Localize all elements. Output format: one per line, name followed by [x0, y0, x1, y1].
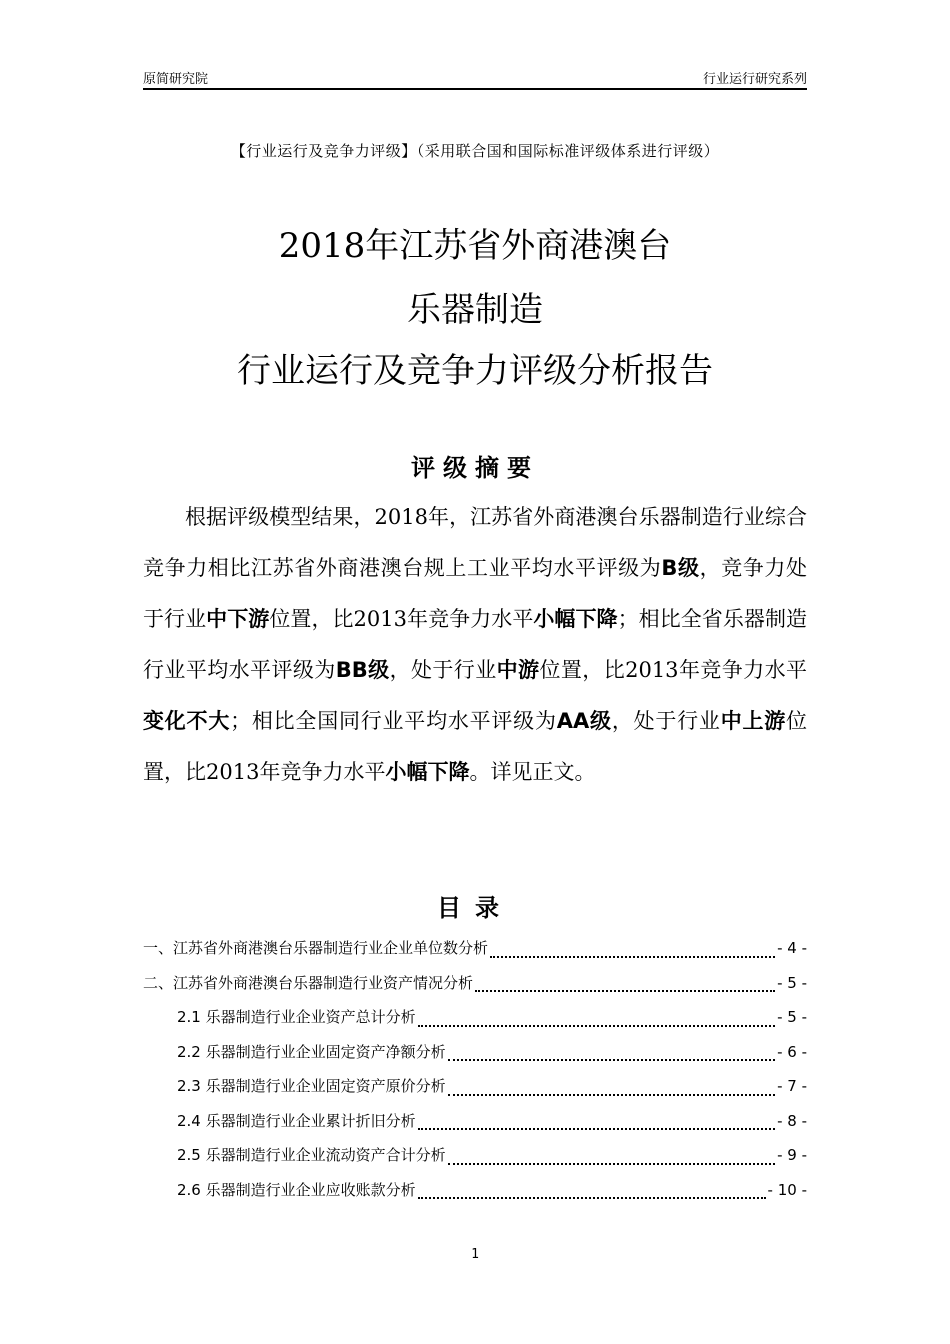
- position-upper-middle: 中上游: [720, 709, 787, 733]
- report-title-line-2: 乐器制造: [407, 290, 543, 330]
- toc-entry-page[interactable]: - 10 -: [767, 1180, 807, 1199]
- toc-leader-dots: [418, 1128, 775, 1130]
- toc-entry-label[interactable]: 2.3 乐器制造行业企业固定资产原价分析: [177, 1077, 446, 1095]
- summary-text: ；相比全省乐器制造行业平均水平评级为: [143, 607, 808, 682]
- summary-text: 。详见正文。: [469, 760, 596, 784]
- summary-text: 位置，比2013年竞争力水平: [143, 709, 808, 784]
- report-title-line-3: 行业运行及竞争力评级分析报告: [237, 351, 713, 391]
- rating-b: B级: [661, 556, 700, 580]
- trend-slight-decline: 小幅下降: [533, 607, 618, 631]
- toc-leader-dots: [448, 1094, 775, 1096]
- page-number: 1: [471, 1247, 479, 1262]
- toc-entry-page[interactable]: - 8 -: [777, 1111, 807, 1130]
- rating-tagline: 【行业运行及竞争力评级】（采用联合国和国际标准评级体系进行评级）: [230, 142, 720, 160]
- report-title-line-1: 2018年江苏省外商港澳台: [278, 226, 672, 266]
- header-series: 行业运行研究系列: [702, 72, 807, 87]
- summary-text: ；相比全国同行业平均水平评级为: [230, 709, 557, 733]
- rating-aa: AA级: [556, 709, 612, 733]
- toc-entry-label[interactable]: 2.1 乐器制造行业企业资产总计分析: [177, 1008, 416, 1026]
- summary-text: ，处于行业: [611, 709, 721, 733]
- toc-entry-page[interactable]: - 5 -: [777, 973, 807, 992]
- summary-text: ，竞争力处于行业: [143, 556, 808, 631]
- toc-entry-label[interactable]: 一、江苏省外商港澳台乐器制造行业企业单位数分析: [143, 939, 489, 957]
- toc-entry-label[interactable]: 二、江苏省外商港澳台乐器制造行业资产情况分析: [143, 973, 474, 992]
- toc-entry[interactable]: [143, 937, 807, 972]
- toc-leader-dots: [418, 1025, 775, 1027]
- toc-entry-page[interactable]: - 4 -: [777, 939, 807, 957]
- summary-heading: 评级摘要: [411, 454, 539, 482]
- rating-bb: BB级: [335, 658, 390, 682]
- summary-text: ，处于行业: [389, 658, 497, 682]
- toc-leader-dots: [490, 956, 775, 958]
- toc-entry-page[interactable]: - 6 -: [777, 1042, 807, 1061]
- toc-entry-label[interactable]: 2.5 乐器制造行业企业流动资产合计分析: [177, 1146, 446, 1164]
- toc-leader-dots: [448, 1059, 775, 1061]
- header-organization: 原简研究院: [143, 72, 209, 87]
- toc-subentry[interactable]: [143, 1144, 807, 1179]
- position-middle: 中游: [496, 658, 540, 682]
- table-of-contents: [143, 937, 807, 1213]
- toc-subentry[interactable]: [143, 1110, 807, 1145]
- summary-text: 位置，比2013年竞争力水平: [539, 658, 808, 682]
- toc-entry-label[interactable]: 2.2 乐器制造行业企业固定资产净额分析: [177, 1042, 446, 1061]
- toc-subentry[interactable]: [143, 1179, 807, 1214]
- toc-subentry[interactable]: [143, 1041, 807, 1076]
- toc-leader-dots: [475, 990, 775, 992]
- summary-paragraph: [143, 492, 807, 798]
- toc-heading: 目录: [437, 894, 513, 922]
- summary-text: 位置，比2013年竞争力水平: [269, 607, 534, 631]
- toc-entry-page[interactable]: - 5 -: [777, 1008, 807, 1026]
- toc-entry-label[interactable]: 2.6 乐器制造行业企业应收账款分析: [177, 1180, 416, 1199]
- toc-subentry[interactable]: [143, 1075, 807, 1110]
- trend-little-change: 变化不大: [143, 709, 231, 733]
- toc-entry-page[interactable]: - 9 -: [777, 1146, 807, 1164]
- position-lower-middle: 中下游: [206, 607, 270, 631]
- toc-entry-page[interactable]: - 7 -: [777, 1077, 807, 1095]
- trend-slight-decline: 小幅下降: [385, 760, 470, 784]
- toc-entry-label[interactable]: 2.4 乐器制造行业企业累计折旧分析: [177, 1111, 416, 1130]
- toc-leader-dots: [448, 1163, 775, 1165]
- toc-leader-dots: [418, 1197, 766, 1199]
- page-header: [143, 66, 807, 90]
- toc-subentry[interactable]: [143, 1006, 807, 1041]
- summary-text: 根据评级模型结果，2018年，江苏省外商港澳台乐器制造行业综合竞争力相比江苏省外商港澳台规上工业平均水平评级为: [143, 505, 807, 580]
- toc-entry[interactable]: [143, 972, 807, 1007]
